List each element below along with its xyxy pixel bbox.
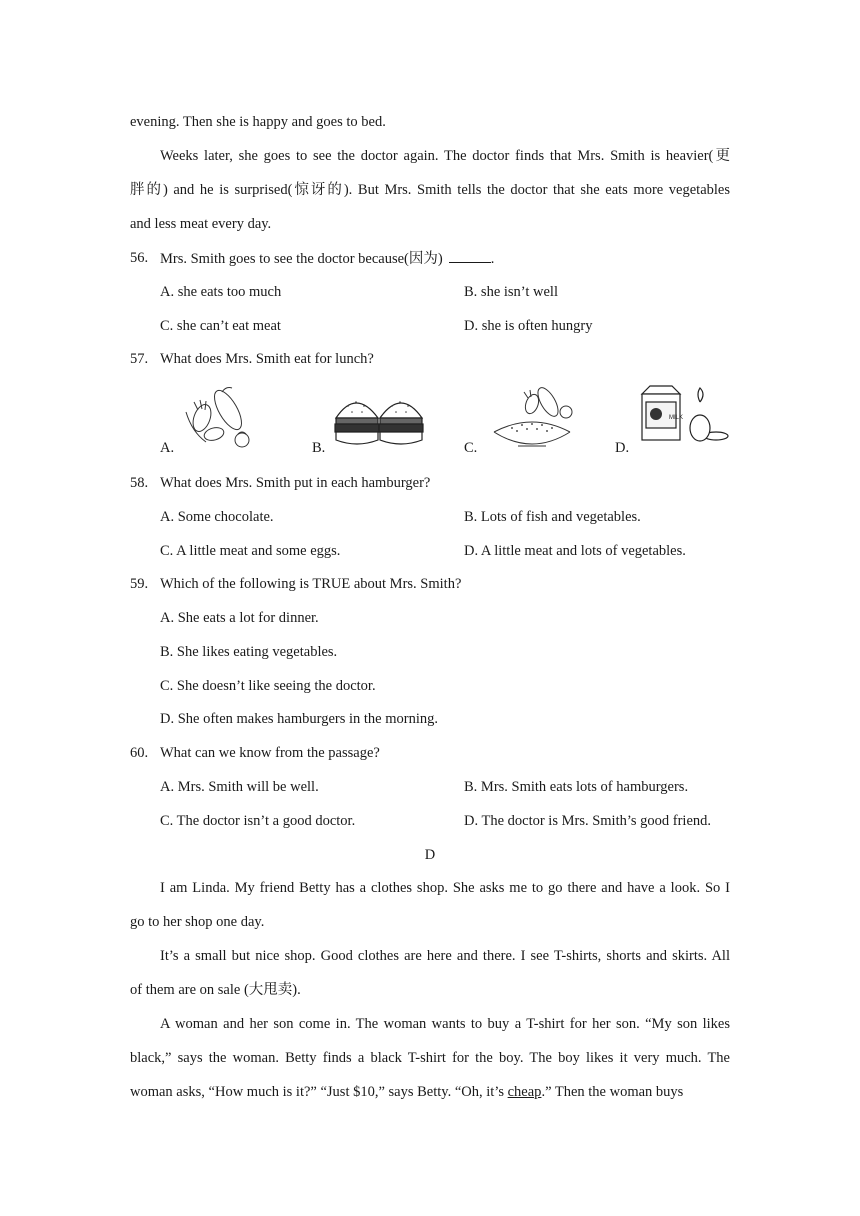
answer-blank — [449, 248, 491, 263]
question-60-option-a: A. Mrs. Smith will be well. — [160, 779, 319, 795]
line-3-before: woman asks, “How much is it?” “Just $10,” says Betty. “Oh, it’s — [130, 1084, 508, 1100]
section-d-heading: D — [424, 847, 436, 863]
passage-c-paragraph-2-line-3: and less meat every day. — [130, 216, 272, 232]
question-58-option-d: D. A little meat and lots of vegetables. — [464, 543, 686, 559]
question-60-number: 60. — [130, 745, 149, 761]
passage-c-paragraph-2-line-2: 胖的) and he is surprised(惊讶的). But Mrs. Smith tells the doctor that she eats more vegetables — [130, 182, 730, 198]
question-57-text: What does Mrs. Smith eat for lunch? — [160, 351, 374, 367]
question-56-option-a: A. she eats too much — [160, 284, 282, 300]
line-3-after: .” Then the woman buys — [541, 1084, 684, 1100]
milk-and-egg-picture — [636, 382, 730, 456]
blank-period: . — [490, 251, 495, 267]
section-d-paragraph-1-line-2: go to her shop one day. — [130, 914, 265, 930]
section-d-paragraph-2-line-1: It’s a small but nice shop. Good clothes are here and there. I see T-shirts, shorts and skirts. All — [160, 948, 730, 964]
section-d-paragraph-1-line-1: I am Linda. My friend Betty has a clothes shop. She asks me to go there and have a look. So I — [160, 880, 730, 896]
passage-c-paragraph-2-line-1: Weeks later, she goes to see the doctor again. The doctor finds that Mrs. Smith is heavier(更 — [160, 148, 730, 164]
question-59-text: Which of the following is TRUE about Mrs. Smith? — [160, 576, 462, 592]
question-60-option-b: B. Mrs. Smith eats lots of hamburgers. — [464, 779, 689, 795]
question-58-option-a: A. Some chocolate. — [160, 509, 274, 525]
hamburgers-picture — [332, 388, 426, 454]
question-56-option-d: D. she is often hungry — [464, 318, 593, 334]
question-56-number: 56. — [130, 250, 149, 266]
section-d-paragraph-3-line-2: black,” says the woman. Betty finds a black T-shirt for the boy. The boy likes it very much. The — [130, 1050, 730, 1066]
passage-c-paragraph-1-end: evening. Then she is happy and goes to bed. — [130, 114, 386, 130]
section-d-paragraph-3-line-3 — [130, 1082, 730, 1102]
question-57-option-a-label: A. — [160, 440, 175, 456]
question-58-option-b: B. Lots of fish and vegetables. — [464, 509, 641, 525]
question-56-text — [160, 248, 494, 269]
question-59-option-b: B. She likes eating vegetables. — [160, 644, 338, 660]
question-60-option-c: C. The doctor isn’t a good doctor. — [160, 813, 356, 829]
line-3-part-1 — [130, 1082, 683, 1102]
question-56-option-b: B. she isn’t well — [464, 284, 558, 300]
question-57-number: 57. — [130, 351, 149, 367]
question-56-option-c: C. she can’t eat meat — [160, 318, 281, 334]
milk-label: MILK — [669, 415, 684, 421]
question-58-number: 58. — [130, 475, 149, 491]
question-59-number: 59. — [130, 576, 149, 592]
vegetables-picture — [178, 382, 260, 454]
question-56-stem: Mrs. Smith goes to see the doctor because(因为) — [160, 251, 443, 267]
question-60-text: What can we know from the passage? — [160, 745, 380, 761]
question-59-option-d: D. She often makes hamburgers in the morning. — [160, 711, 438, 727]
rice-and-vegetables-picture — [488, 382, 580, 454]
question-60-option-d: D. The doctor is Mrs. Smith’s good friend. — [464, 813, 712, 829]
question-57-option-c-label: C. — [464, 440, 478, 456]
question-58-text: What does Mrs. Smith put in each hamburger? — [160, 475, 431, 491]
question-59-option-a: A. She eats a lot for dinner. — [160, 610, 319, 626]
section-d-paragraph-3-line-1: A woman and her son come in. The woman wants to buy a T-shirt for her son. “My son likes — [160, 1016, 730, 1032]
question-59-option-c: C. She doesn’t like seeing the doctor. — [160, 678, 376, 694]
question-57-option-d-label: D. — [615, 440, 630, 456]
section-d-paragraph-2-line-2: of them are on sale (大甩卖). — [130, 982, 301, 998]
underlined-word-cheap: cheap — [507, 1084, 542, 1100]
question-57-option-b-label: B. — [312, 440, 326, 456]
question-58-option-c: C. A little meat and some eggs. — [160, 543, 341, 559]
